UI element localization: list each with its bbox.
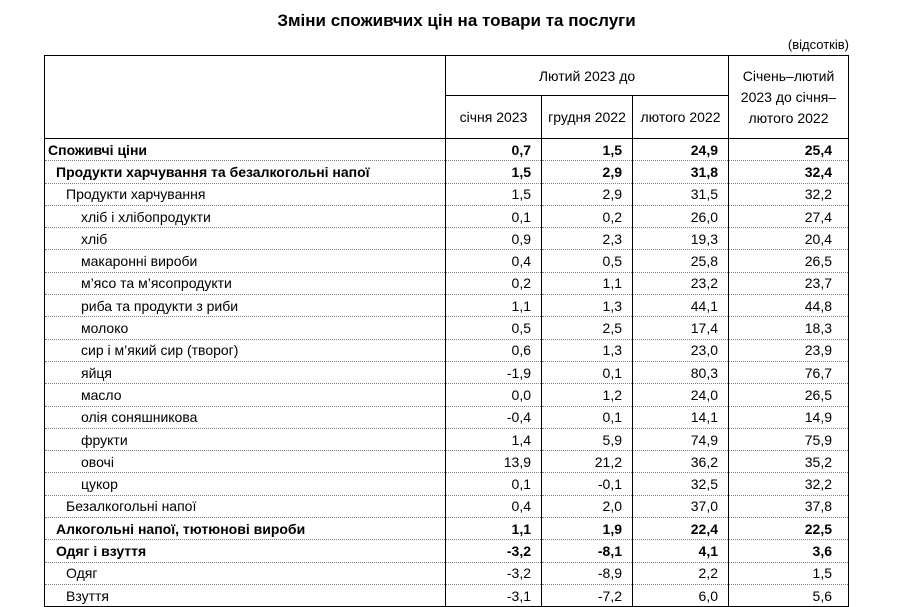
value-vs-dec-2022: -0,1 [542, 473, 633, 495]
value-period: 26,5 [729, 384, 849, 406]
value-period: 23,9 [729, 339, 849, 361]
value-period: 18,3 [729, 317, 849, 339]
value-period: 75,9 [729, 428, 849, 450]
table-row [45, 384, 849, 406]
value-vs-feb-2022: 19,3 [633, 228, 729, 250]
value-vs-feb-2022: 44,1 [633, 295, 729, 317]
value-vs-jan-2023: 0,5 [446, 317, 542, 339]
price-changes-table [44, 55, 849, 607]
value-vs-jan-2023: -1,9 [446, 361, 542, 383]
value-period: 26,5 [729, 250, 849, 272]
table-row [45, 495, 849, 517]
table-row [45, 451, 849, 473]
value-vs-jan-2023: 0,9 [446, 228, 542, 250]
row-label: цукор [45, 473, 446, 495]
table-row [45, 361, 849, 383]
row-label: фрукти [45, 428, 446, 450]
value-period: 37,8 [729, 495, 849, 517]
value-vs-dec-2022: 0,1 [542, 406, 633, 428]
value-vs-feb-2022: 25,8 [633, 250, 729, 272]
table-row [45, 183, 849, 205]
value-vs-jan-2023: 1,5 [446, 161, 542, 183]
row-label: Споживчі ціни [45, 139, 446, 161]
value-period: 3,6 [729, 540, 849, 562]
value-period: 5,6 [729, 584, 849, 606]
value-vs-dec-2022: 1,2 [542, 384, 633, 406]
value-vs-jan-2023: 0,7 [446, 139, 542, 161]
table-row [45, 428, 849, 450]
value-vs-dec-2022: -7,2 [542, 584, 633, 606]
table-row [45, 562, 849, 584]
row-label: Одяг і взуття [45, 540, 446, 562]
row-label: Алкогольні напої, тютюнові вироби [45, 518, 446, 540]
header-col-jan-2023: січня 2023 [446, 96, 542, 139]
value-vs-dec-2022: 2,5 [542, 317, 633, 339]
value-vs-feb-2022: 6,0 [633, 584, 729, 606]
value-vs-jan-2023: 1,5 [446, 183, 542, 205]
value-vs-feb-2022: 31,8 [633, 161, 729, 183]
row-label: масло [45, 384, 446, 406]
value-vs-feb-2022: 80,3 [633, 361, 729, 383]
value-vs-jan-2023: 0,4 [446, 250, 542, 272]
value-period: 76,7 [729, 361, 849, 383]
value-vs-jan-2023: 1,1 [446, 518, 542, 540]
unit-note: (відсотків) [787, 37, 849, 52]
value-period: 27,4 [729, 205, 849, 227]
table-row [45, 272, 849, 294]
table-body [45, 139, 849, 607]
value-vs-dec-2022: 21,2 [542, 451, 633, 473]
row-label: Одяг [45, 562, 446, 584]
value-vs-feb-2022: 36,2 [633, 451, 729, 473]
value-vs-feb-2022: 23,2 [633, 272, 729, 294]
value-vs-jan-2023: 13,9 [446, 451, 542, 473]
value-vs-dec-2022: 2,3 [542, 228, 633, 250]
value-period: 32,2 [729, 473, 849, 495]
value-vs-dec-2022: 1,3 [542, 339, 633, 361]
table-row [45, 295, 849, 317]
row-label: яйця [45, 361, 446, 383]
value-period: 22,5 [729, 518, 849, 540]
value-vs-dec-2022: 2,0 [542, 495, 633, 517]
value-vs-feb-2022: 26,0 [633, 205, 729, 227]
row-label: макаронні вироби [45, 250, 446, 272]
value-period: 25,4 [729, 139, 849, 161]
value-vs-dec-2022: 2,9 [542, 183, 633, 205]
value-vs-feb-2022: 24,9 [633, 139, 729, 161]
value-vs-dec-2022: 1,3 [542, 295, 633, 317]
table-row [45, 406, 849, 428]
value-vs-feb-2022: 31,5 [633, 183, 729, 205]
value-period: 44,8 [729, 295, 849, 317]
value-period: 32,2 [729, 183, 849, 205]
value-vs-jan-2023: 0,1 [446, 473, 542, 495]
value-vs-feb-2022: 74,9 [633, 428, 729, 450]
table-row [45, 161, 849, 183]
value-vs-jan-2023: -3,2 [446, 562, 542, 584]
value-vs-jan-2023: 0,6 [446, 339, 542, 361]
table-header [45, 56, 849, 139]
value-period: 1,5 [729, 562, 849, 584]
header-blank-cell [45, 56, 446, 139]
value-vs-dec-2022: -8,9 [542, 562, 633, 584]
table-row [45, 139, 849, 161]
row-label: овочі [45, 451, 446, 473]
value-vs-jan-2023: -0,4 [446, 406, 542, 428]
table-row [45, 518, 849, 540]
header-col-feb-2022: лютого 2022 [633, 96, 729, 139]
row-label: м’ясо та м’ясопродукти [45, 272, 446, 294]
value-vs-feb-2022: 4,1 [633, 540, 729, 562]
table-row [45, 540, 849, 562]
value-vs-dec-2022: -8,1 [542, 540, 633, 562]
table-row [45, 473, 849, 495]
value-vs-dec-2022: 2,9 [542, 161, 633, 183]
header-col-dec-2022: грудня 2022 [542, 96, 633, 139]
value-vs-feb-2022: 37,0 [633, 495, 729, 517]
table-row [45, 250, 849, 272]
value-vs-jan-2023: -3,2 [446, 540, 542, 562]
value-vs-dec-2022: 0,2 [542, 205, 633, 227]
table-row [45, 205, 849, 227]
value-vs-feb-2022: 2,2 [633, 562, 729, 584]
value-vs-jan-2023: 1,1 [446, 295, 542, 317]
value-period: 14,9 [729, 406, 849, 428]
row-label: риба та продукти з риби [45, 295, 446, 317]
value-vs-dec-2022: 0,1 [542, 361, 633, 383]
value-vs-jan-2023: 0,2 [446, 272, 542, 294]
header-group: Лютий 2023 до [446, 56, 729, 96]
value-vs-feb-2022: 22,4 [633, 518, 729, 540]
value-vs-feb-2022: 32,5 [633, 473, 729, 495]
value-vs-jan-2023: 0,1 [446, 205, 542, 227]
table-row [45, 339, 849, 361]
value-vs-jan-2023: 0,0 [446, 384, 542, 406]
value-vs-jan-2023: 0,4 [446, 495, 542, 517]
value-vs-feb-2022: 14,1 [633, 406, 729, 428]
value-vs-jan-2023: 1,4 [446, 428, 542, 450]
header-period: Січень–лютий 2023 до січня–лютого 2022 [729, 56, 849, 139]
page-title: Зміни споживчих цін на товари та послуги [277, 11, 636, 30]
row-label: хліб [45, 228, 446, 250]
value-vs-dec-2022: 1,1 [542, 272, 633, 294]
value-vs-jan-2023: -3,1 [446, 584, 542, 606]
row-label: молоко [45, 317, 446, 339]
value-period: 35,2 [729, 451, 849, 473]
value-vs-feb-2022: 24,0 [633, 384, 729, 406]
row-label: сир і м’який сир (творог) [45, 339, 446, 361]
value-period: 20,4 [729, 228, 849, 250]
row-label: Безалкогольні напої [45, 495, 446, 517]
value-vs-dec-2022: 1,9 [542, 518, 633, 540]
row-label: Продукти харчування та безалкогольні напої [45, 161, 446, 183]
row-label: хліб і хлібопродукти [45, 205, 446, 227]
value-vs-feb-2022: 17,4 [633, 317, 729, 339]
table-row [45, 228, 849, 250]
value-vs-feb-2022: 23,0 [633, 339, 729, 361]
row-label: Взуття [45, 584, 446, 606]
value-period: 32,4 [729, 161, 849, 183]
value-period: 23,7 [729, 272, 849, 294]
row-label: олія соняшникова [45, 406, 446, 428]
value-vs-dec-2022: 1,5 [542, 139, 633, 161]
table-row [45, 584, 849, 606]
value-vs-dec-2022: 5,9 [542, 428, 633, 450]
table-row [45, 317, 849, 339]
value-vs-dec-2022: 0,5 [542, 250, 633, 272]
row-label: Продукти харчування [45, 183, 446, 205]
